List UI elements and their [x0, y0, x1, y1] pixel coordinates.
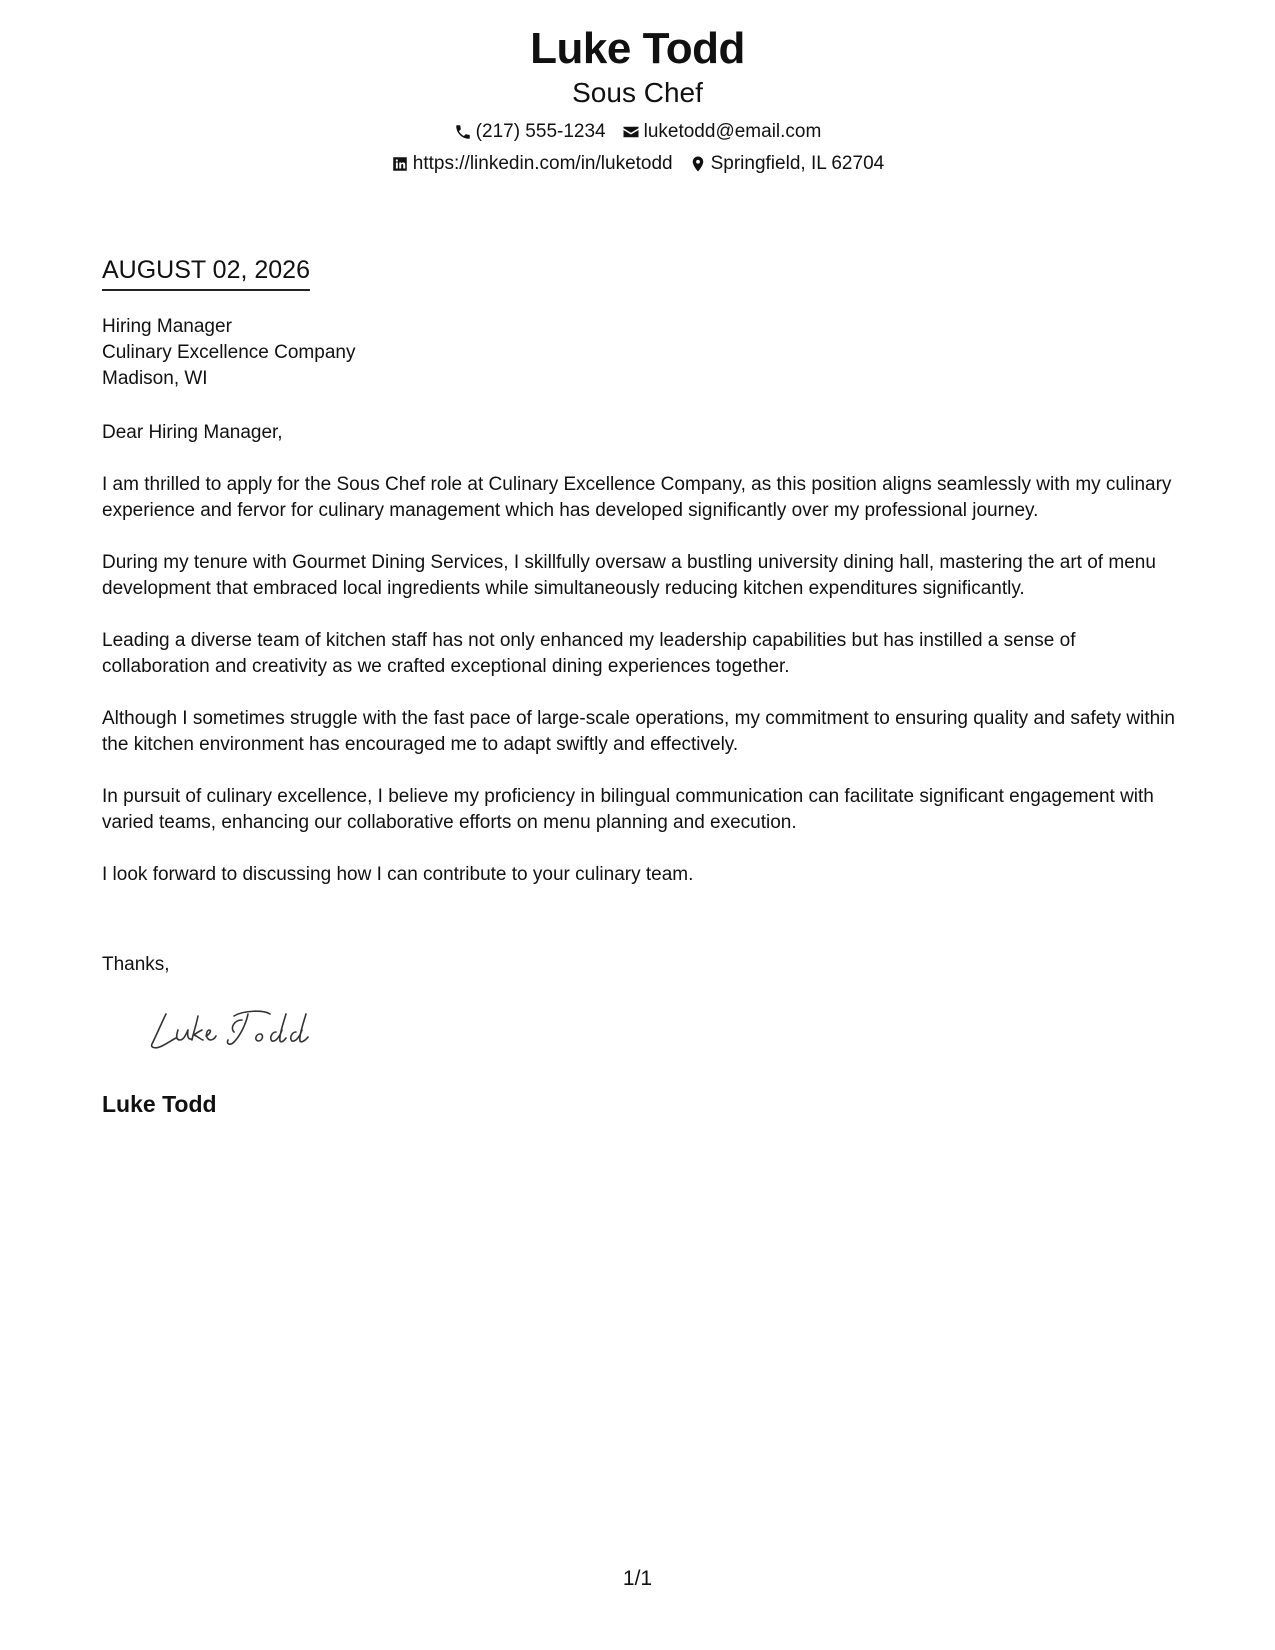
recipient-title: Hiring Manager — [102, 316, 232, 337]
recipient-location: Madison, WI — [102, 368, 208, 389]
letter-body — [102, 420, 1177, 914]
recipient-company: Culinary Excellence Company — [102, 342, 356, 363]
letter-header — [0, 22, 1275, 176]
phone-number: (217) 555-1234 — [475, 121, 606, 142]
location-text: Springfield, IL 62704 — [710, 153, 885, 174]
body-paragraph: Leading a diverse team of kitchen staff has not only enhanced my leadership capabilities but has instilled a sense of collaboration and creativity as we crafted exceptional dining experiences together. — [102, 630, 1076, 677]
recipient-block — [102, 314, 355, 392]
body-paragraph: I am thrilled to apply for the Sous Chef role at Culinary Excellence Company, as this position aligns seamlessly with my culinary experience and fervor for culinary management which has developed significantly over my professional journey. — [102, 474, 1172, 521]
phone-icon — [454, 123, 472, 141]
body-paragraph: During my tenure with Gourmet Dining Services, I skillfully oversaw a bustling university dining hall, mastering the art of menu development that embraced local ingredients while simultaneously reducing kitchen expenditures significantly. — [102, 552, 1156, 599]
salutation: Dear Hiring Manager, — [102, 422, 283, 443]
letter-date: AUGUST 02, 2026 — [102, 254, 310, 291]
map-pin-icon — [689, 155, 707, 173]
applicant-name: Luke Todd — [530, 24, 745, 73]
email-address: luketodd@email.com — [643, 121, 822, 142]
contact-row-2 — [0, 152, 1275, 176]
contact-row-1 — [0, 120, 1275, 144]
body-paragraph: I look forward to discussing how I can contribute to your culinary team. — [102, 864, 694, 885]
body-paragraph: Although I sometimes struggle with the fast pace of large-scale operations, my commitment to ensuring quality and safety within the kitchen environment has encouraged me to adapt swiftly and effectively. — [102, 708, 1175, 755]
linkedin-icon — [391, 155, 409, 173]
contact-email[interactable] — [622, 120, 822, 144]
contact-location — [689, 152, 885, 176]
linkedin-url: https://linkedin.com/in/luketodd — [412, 153, 673, 174]
contact-linkedin[interactable] — [391, 152, 673, 176]
body-paragraph: In pursuit of culinary excellence, I believe my proficiency in bilingual communication can facilitate significant engagement with varied teams, enhancing our collaborative efforts on menu planning and execution. — [102, 786, 1154, 833]
contact-phone — [454, 120, 606, 144]
page-number: 1/1 — [622, 1567, 653, 1590]
applicant-title: Sous Chef — [572, 77, 703, 108]
signer-name: Luke Todd — [102, 1091, 217, 1117]
closing: Thanks, — [102, 954, 170, 975]
signature-image — [148, 1000, 318, 1054]
envelope-icon — [622, 123, 640, 141]
